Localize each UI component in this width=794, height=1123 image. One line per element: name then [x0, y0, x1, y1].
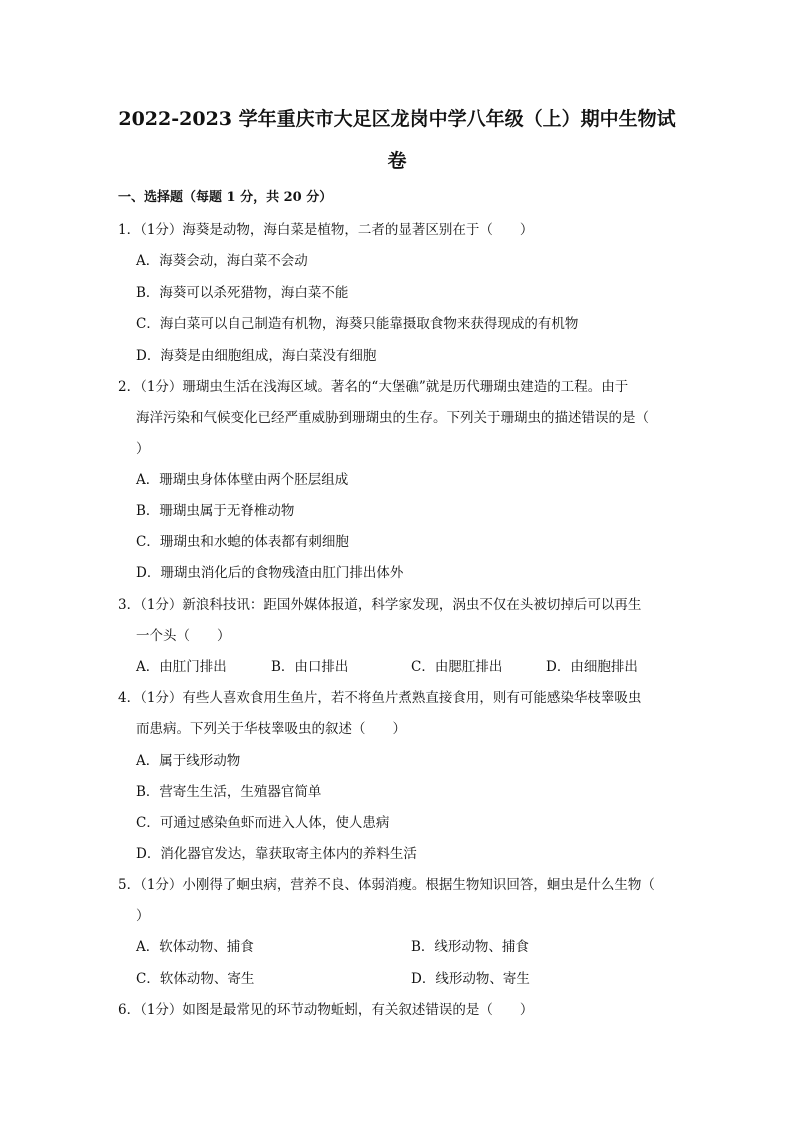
page-title-continuation: 卷 [387, 150, 407, 172]
question-stem-continuation: ） [136, 908, 150, 924]
option-a: A．珊瑚虫身体体壁由两个胚层组成 [136, 472, 349, 488]
section-heading: 一、选择题（每题 1 分，共 20 分） [118, 190, 333, 205]
option-b: B．线形动物、捕食 [411, 939, 529, 955]
option-d: D．珊瑚虫消化后的食物残渣由肛门排出体外 [136, 565, 404, 581]
question-stem: 6．（1分）如图是最常见的环节动物蚯蚓，有关叙述错误的是（ ） [118, 1002, 534, 1018]
question-stem-continuation: ） [136, 441, 150, 457]
option-a: A．海葵会动，海白菜不会动 [136, 253, 308, 269]
option-a: A．属于线形动物 [136, 753, 241, 769]
option-b: B．珊瑚虫属于无脊椎动物 [136, 503, 295, 519]
option-d: D．由细胞排出 [546, 659, 638, 675]
option-c: C．可通过感染鱼虾而进入人体，使人患病 [136, 815, 390, 831]
option-a: A．软体动物、捕食 [136, 939, 254, 955]
options-row [0, 655, 794, 675]
question-stem: 4．（1分）有些人喜欢食用生鱼片，若不将鱼片煮熟直接食用，则有可能感染华枝睾吸虫 [118, 690, 642, 706]
option-b: B．海葵可以杀死猎物，海白菜不能 [136, 285, 349, 301]
option-d: D．线形动物、寄生 [411, 971, 530, 987]
page-title: 2022-2023 学年重庆市大足区龙岗中学八年级（上）期中生物试 [118, 108, 676, 130]
option-c: C．由腮肛排出 [411, 659, 503, 675]
option-c: C．软体动物、寄生 [136, 971, 255, 987]
question-stem: 3．（1分）新浪科技讯：距国外媒体报道，科学家发现，涡虫不仅在头被切掉后可以再生 [118, 597, 642, 613]
options-row [0, 935, 794, 955]
question-stem-continuation: 而患病。下列关于华枝睾吸虫的叙述（ ） [136, 721, 406, 737]
question-stem-continuation: 一个头（ ） [136, 628, 231, 644]
question-stem: 2．（1分）珊瑚虫生活在浅海区域。著名的“大堡礁”就是历代珊瑚虫建造的工程。由于 [118, 379, 629, 395]
option-c: C．珊瑚虫和水螅的体表都有刺细胞 [136, 534, 349, 550]
option-d: D．海葵是由细胞组成，海白菜没有细胞 [136, 348, 377, 364]
option-c: C．海白菜可以自己制造有机物，海葵只能靠摄取食物来获得现成的有机物 [136, 316, 579, 332]
option-b: B．由口排出 [271, 659, 349, 675]
options-row [0, 967, 794, 987]
question-stem: 5．（1分）小刚得了蛔虫病，营养不良、体弱消瘦。根据生物知识回答，蛔虫是什么生物（ [118, 877, 655, 893]
option-b: B．营寄生生活，生殖器官简单 [136, 784, 322, 800]
option-a: A．由肛门排出 [136, 659, 227, 675]
question-stem: 1．（1分）海葵是动物，海白菜是植物，二者的显著区别在于（ ） [118, 222, 534, 238]
option-d: D．消化器官发达，靠获取寄主体内的养料生活 [136, 846, 417, 862]
question-stem-continuation: 海洋污染和气候变化已经严重威胁到珊瑚虫的生存。下列关于珊瑚虫的描述错误的是（ [136, 410, 649, 426]
